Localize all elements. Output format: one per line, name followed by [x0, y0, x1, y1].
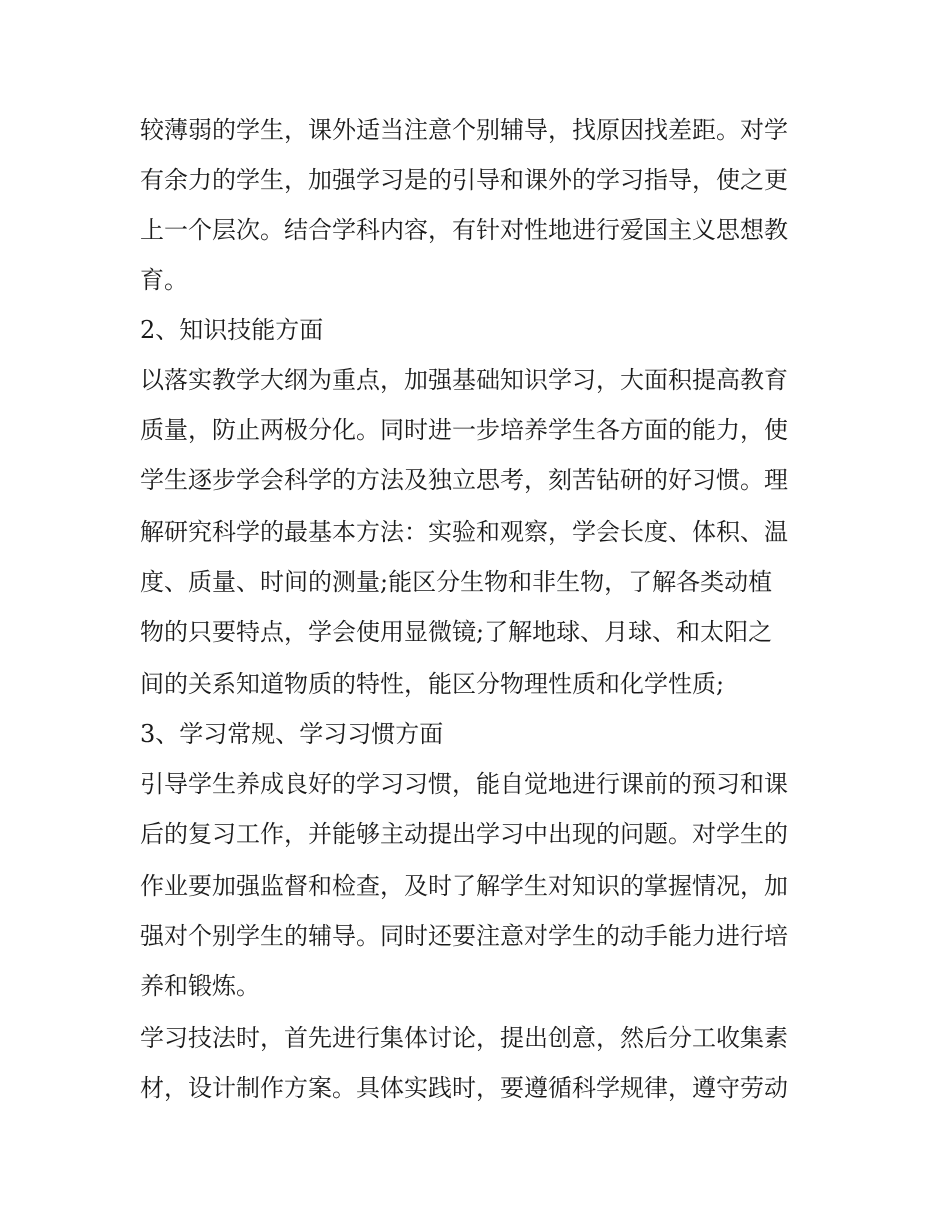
text-line: 以落实教学大纲为重点，加强基础知识学习，大面积提高教育 — [140, 366, 788, 394]
text-line: 上一个层次。结合学科内容，有针对性地进行爱国主义思想教 — [140, 216, 788, 244]
text-line: 较薄弱的学生，课外适当注意个别辅导，找原因找差距。对学 — [140, 116, 788, 144]
text-line: 有余力的学生，加强学习是的引导和课外的学习指导，使之更 — [140, 166, 788, 194]
text-line: 学习技法时，首先进行集体讨论，提出创意，然后分工收集素 — [140, 1024, 788, 1052]
text-line: 材，设计制作方案。具体实践时，要遵循科学规律，遵守劳动 — [140, 1074, 788, 1102]
text-line: 后的复习工作，并能够主动提出学习中出现的问题。对学生的 — [140, 820, 788, 848]
text-line: 度、质量、时间的测量;能区分生物和非生物，了解各类动植 — [140, 568, 773, 596]
section-heading: 2、知识技能方面 — [140, 316, 324, 344]
text-line: 强对个别学生的辅导。同时还要注意对学生的动手能力进行培 — [140, 922, 788, 950]
text-line: 质量，防止两极分化。同时进一步培养学生各方面的能力，使 — [140, 416, 788, 444]
text-line: 间的关系知道物质的特性，能区分物理性质和化学性质; — [140, 670, 725, 698]
text-line: 作业要加强监督和检查，及时了解学生对知识的掌握情况，加 — [140, 872, 788, 900]
text-line: 养和锻炼。 — [140, 972, 260, 1000]
text-line: 引导学生养成良好的学习习惯，能自觉地进行课前的预习和课 — [140, 770, 788, 798]
text-line: 物的只要特点，学会使用显微镜;了解地球、月球、和太阳之 — [140, 618, 773, 646]
text-line: 育。 — [140, 266, 188, 294]
section-heading: 3、学习常规、学习习惯方面 — [140, 720, 444, 748]
text-line: 学生逐步学会科学的方法及独立思考，刻苦钻研的好习惯。理 — [140, 466, 788, 494]
text-line: 解研究科学的最基本方法：实验和观察，学会长度、体积、温 — [140, 518, 788, 546]
